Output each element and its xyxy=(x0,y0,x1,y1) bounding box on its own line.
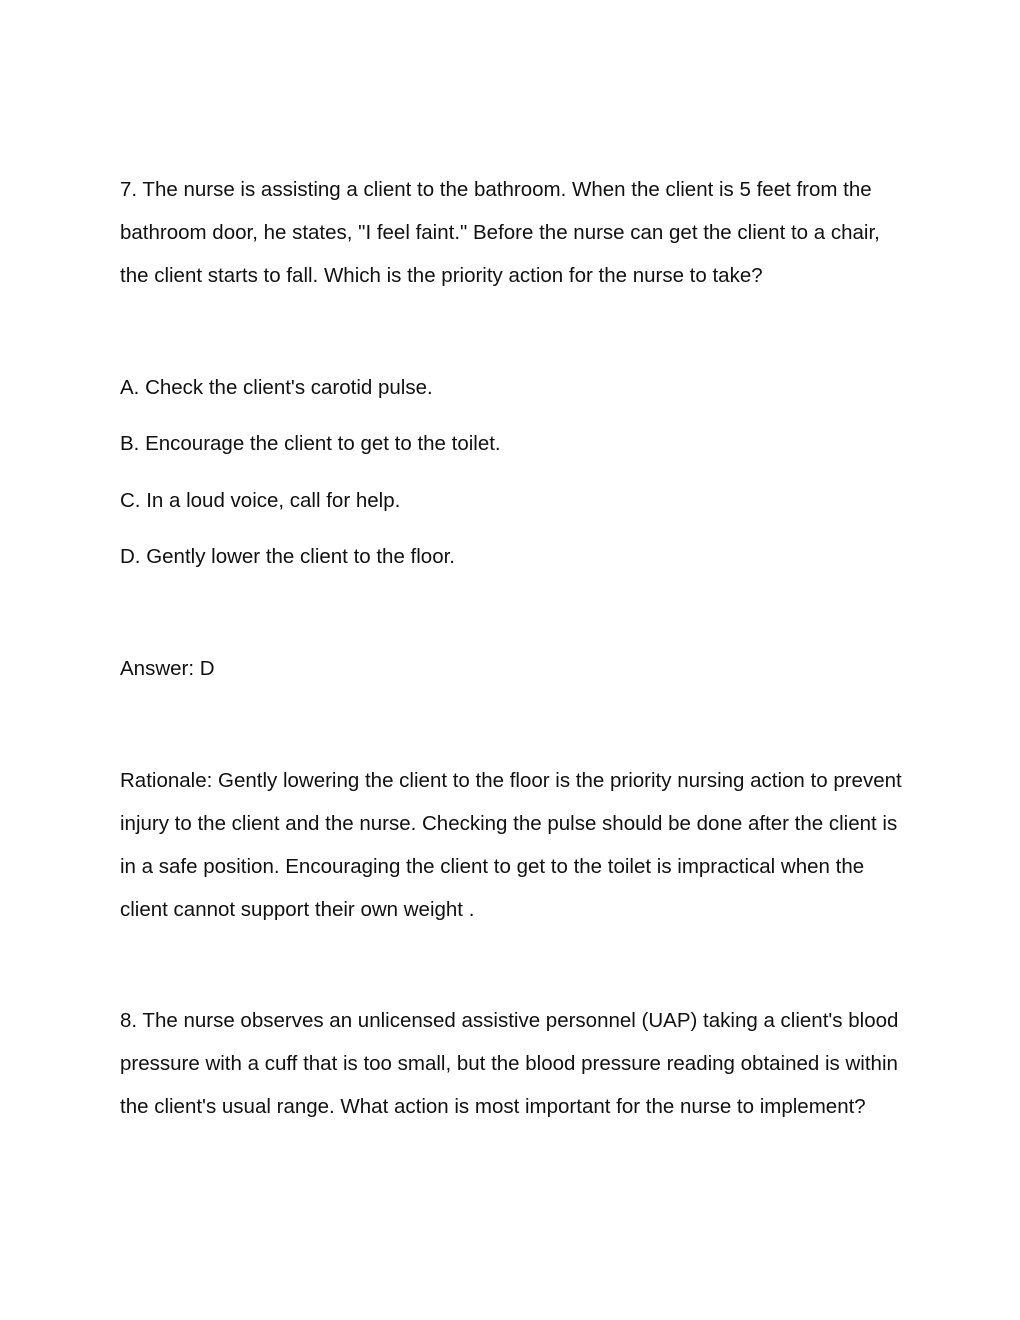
question-7-stem: 7. The nurse is assisting a client to the bathroom. When the client is 5 feet from the bathroom door, he states, "I feel faint." Before the nurse can get the client to a chair, the client starts to fall. Which is the priority action for the nurse to take? xyxy=(120,178,880,287)
question-7-option-d: D. Gently lower the client to the floor. xyxy=(120,545,455,568)
question-7-option-a: A. Check the client's carotid pulse. xyxy=(120,376,433,399)
question-7-option-c: C. In a loud voice, call for help. xyxy=(120,489,401,512)
question-8-stem: 8. The nurse observes an unlicensed assistive personnel (UAP) taking a client's blood pressure with a cuff that is too small, but the blood pressure reading obtained is within the client's usual range. What action is most important for the nurse to implement? xyxy=(120,1009,899,1118)
question-7-answer: Answer: D xyxy=(120,657,215,680)
question-7-option-b: B. Encourage the client to get to the toilet. xyxy=(120,432,501,455)
question-7-rationale: Rationale: Gently lowering the client to the floor is the priority nursing action to prevent injury to the client and the nurse. Checking the pulse should be done after the client is in a safe position. Encouraging the client to get to the toilet is impractical when the client cannot support their own weight . xyxy=(120,769,902,921)
